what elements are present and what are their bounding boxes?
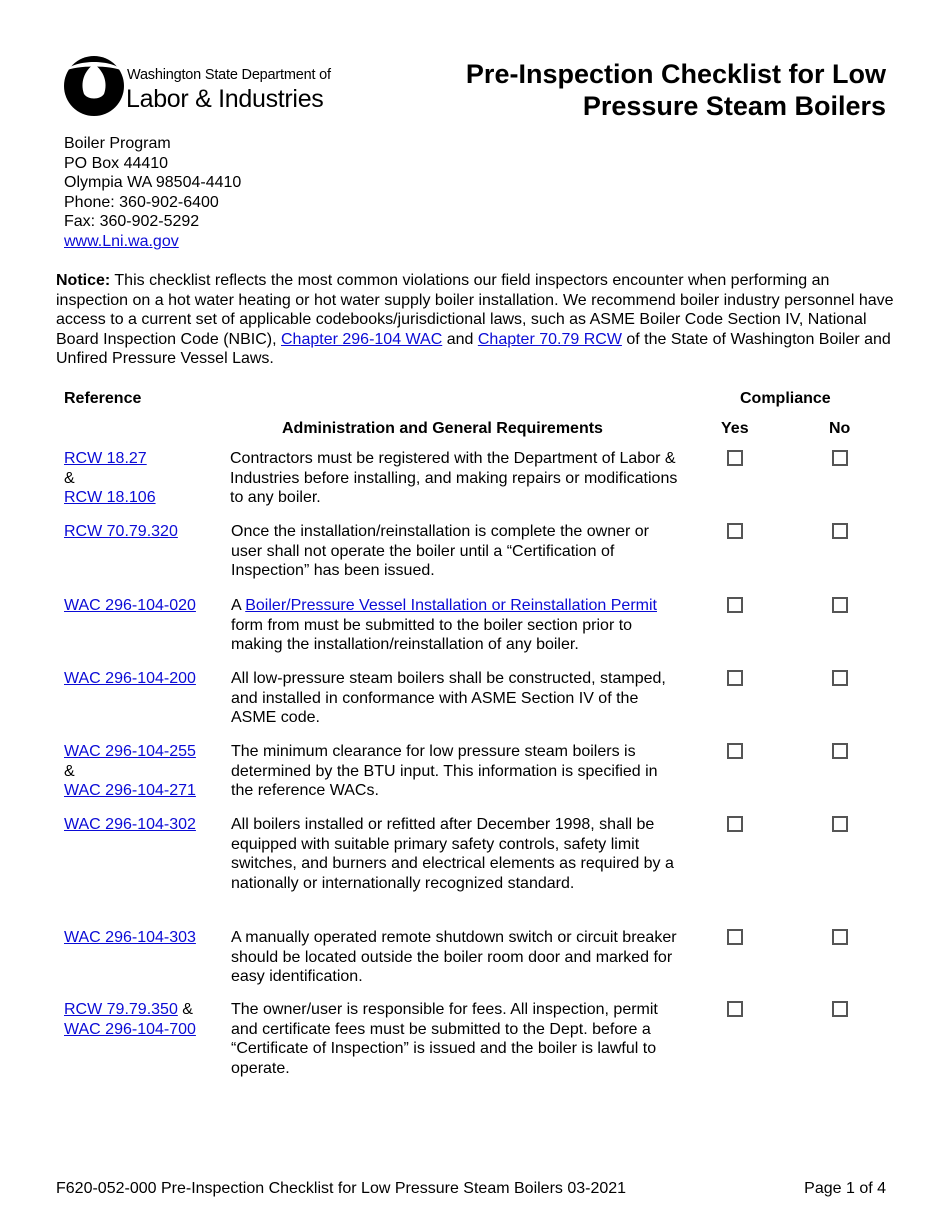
reference-cell	[64, 522, 224, 542]
reference-link[interactable]: WAC 296-104-271	[64, 782, 196, 799]
requirement-text: All low-pressure steam boilers shall be constructed, stamped, and installed in conformance with ASME Section IV of the ASME code.	[231, 670, 666, 726]
logo-line-agency: Labor & Industries	[126, 85, 324, 113]
yes-checkbox[interactable]	[727, 1001, 743, 1017]
reference-link[interactable]: WAC 296-104-700	[64, 1020, 196, 1038]
notice-text-3: of the State of Washington Boiler and Unfired Pressure Vessel Laws.	[56, 330, 891, 367]
yes-checkbox[interactable]	[727, 597, 743, 613]
requirement-text: Contractors must be registered with the Department of Labor & Industries before installing, and making repairs or modifications to any boiler.	[230, 450, 678, 506]
reference-link[interactable]: WAC 296-104-302	[64, 816, 196, 833]
no-checkbox[interactable]	[832, 743, 848, 759]
notice-text-1: This checklist reflects the most common violations our field inspectors encounter when performing an inspection on a hot water heating or hot water supply boiler installation. We recommend boiler industry personnel have access to a current set of applicable codebooks/jurisdictional laws, such as ASME Boiler Code Section IV, National Board Inspection Code (NBIC),	[56, 272, 894, 348]
no-checkbox[interactable]	[832, 929, 848, 945]
lni-logo-icon	[63, 53, 125, 117]
requirement-text: The owner/user is responsible for fees. All inspection, permit and certificate fees must be submitted to the Dept. before a “Certificate of Inspection” is issued and the boiler is lawful to operate.	[231, 1001, 658, 1077]
reference-link[interactable]: WAC 296-104-303	[64, 929, 196, 946]
requirement-text	[231, 596, 681, 655]
reference-link[interactable]: RCW 70.79.320	[64, 523, 178, 540]
website-link[interactable]: www.Lni.wa.gov	[64, 232, 179, 250]
reference-cell	[64, 742, 224, 801]
no-checkbox[interactable]	[832, 670, 848, 686]
requirement-text: The minimum clearance for low pressure steam boilers is determined by the BTU input. This information is specified in the reference WACs.	[231, 743, 658, 799]
program-name: Boiler Program	[64, 135, 171, 152]
reference-link[interactable]: RCW 18.27	[64, 450, 147, 467]
yes-checkbox[interactable]	[727, 816, 743, 832]
section-title: Administration and General Requirements	[282, 420, 603, 437]
reference-link[interactable]: RCW 79.79.350	[64, 1001, 178, 1018]
notice-paragraph	[56, 271, 901, 369]
logo-line-department: Washington State Department of	[127, 67, 331, 83]
wac-chapter-link[interactable]: Chapter 296-104 WAC	[281, 330, 443, 348]
reference-link[interactable]: WAC 296-104-255	[64, 743, 196, 760]
reference-ampersand: &	[177, 1001, 193, 1018]
no-header: No	[829, 420, 851, 437]
requirement-text: Once the installation/reinstallation is complete the owner or user shall not operate the boiler until a “Certification of Inspection” has been issued.	[231, 523, 649, 579]
reference-cell	[64, 596, 224, 616]
fax: Fax: 360-902-5292	[64, 213, 200, 230]
requirement-text: All boilers installed or refitted after December 1998, shall be equipped with suitable primary safety controls, safety limit switches, and burners and electrical elements as required by a nationally or internationally recognized standard.	[231, 816, 674, 892]
yes-checkbox[interactable]	[727, 670, 743, 686]
page-title	[406, 58, 886, 122]
reference-link[interactable]: WAC 296-104-200	[64, 670, 196, 687]
reference-link[interactable]: WAC 296-104-020	[64, 597, 196, 614]
rcw-chapter-link[interactable]: Chapter 70.79 RCW	[477, 330, 622, 348]
requirement-text: A manually operated remote shutdown switch or circuit breaker should be located outside the boiler room door and marked for easy identification.	[231, 929, 677, 985]
yes-header: Yes	[721, 420, 749, 437]
no-checkbox[interactable]	[832, 523, 848, 539]
phone: Phone: 360-902-6400	[64, 193, 219, 211]
title-line-2: Pressure Steam Boilers	[582, 91, 886, 121]
city-line: Olympia WA 98504-4410	[64, 174, 242, 191]
title-line-1: Pre-Inspection Checklist for Low	[465, 59, 886, 89]
reference-cell	[64, 669, 224, 689]
yes-checkbox[interactable]	[727, 929, 743, 945]
requirement-text-suffix: form from must be submitted to the boiler section prior to making the installation/reinstallation of any boiler.	[231, 616, 633, 653]
yes-checkbox[interactable]	[727, 523, 743, 539]
form-identifier: F620-052-000 Pre-Inspection Checklist for Low Pressure Steam Boilers 03-2021	[56, 1180, 627, 1197]
reference-header: Reference	[64, 390, 142, 407]
po-box: PO Box 44410	[64, 154, 169, 172]
page-number: Page 1 of 4	[804, 1180, 886, 1197]
address-block	[64, 134, 241, 251]
no-checkbox[interactable]	[832, 1001, 848, 1017]
reference-ampersand: &	[64, 469, 75, 487]
agency-logo	[63, 53, 333, 119]
reference-cell	[64, 449, 224, 508]
compliance-header: Compliance	[740, 390, 831, 407]
yes-checkbox[interactable]	[727, 450, 743, 466]
notice-label: Notice:	[56, 272, 111, 289]
no-checkbox[interactable]	[832, 816, 848, 832]
reference-cell	[64, 928, 224, 948]
permit-form-link[interactable]: Boiler/Pressure Vessel Installation or Reinstallation Permit	[245, 597, 657, 614]
notice-text-2: and	[442, 330, 478, 348]
no-checkbox[interactable]	[832, 597, 848, 613]
reference-cell	[64, 815, 224, 835]
reference-link[interactable]: RCW 18.106	[64, 489, 156, 506]
no-checkbox[interactable]	[832, 450, 848, 466]
reference-cell	[64, 1000, 224, 1039]
reference-ampersand: &	[64, 762, 75, 780]
yes-checkbox[interactable]	[727, 743, 743, 759]
requirement-text-prefix: A	[231, 597, 246, 614]
